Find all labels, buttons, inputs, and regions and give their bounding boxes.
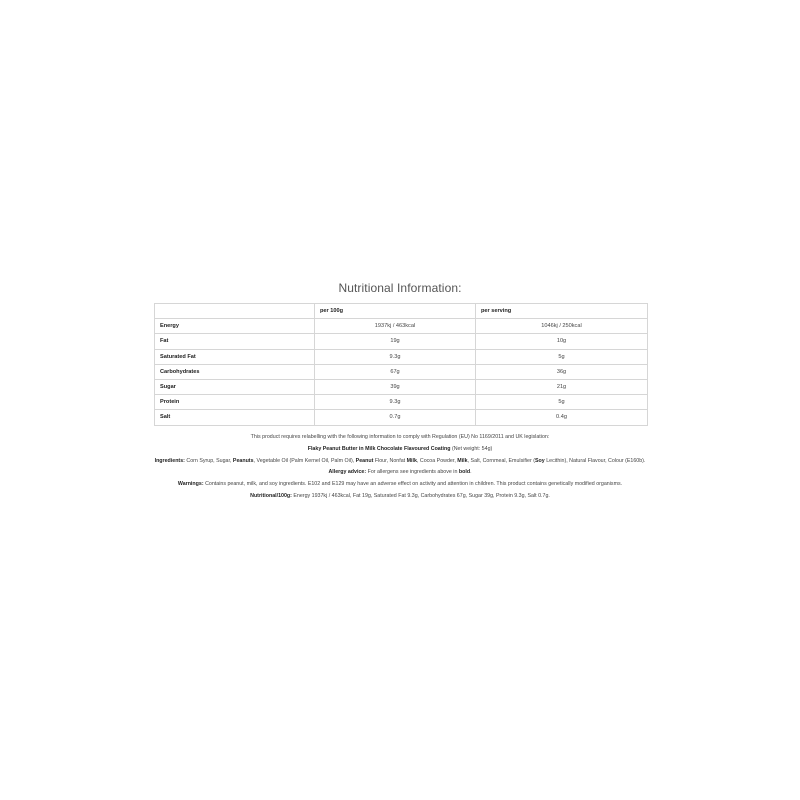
value-per-serving: 1046kj / 250kcal bbox=[476, 319, 648, 334]
table-row bbox=[155, 395, 648, 410]
product-name: Flaky Peanut Butter in Milk Chocolate Flavoured Coating bbox=[307, 445, 451, 452]
nutritional-summary-line bbox=[150, 493, 650, 500]
net-weight: (Net weight: 54g) bbox=[450, 445, 493, 452]
header-per-100g: per 100g bbox=[315, 304, 476, 319]
header-per-serving: per serving bbox=[476, 304, 648, 319]
warnings-label: Warnings: bbox=[177, 481, 204, 488]
nutrition-table bbox=[154, 303, 648, 426]
nutrient-label: Sugar bbox=[155, 379, 315, 394]
nutrition-table-body bbox=[155, 319, 648, 425]
ingredient-allergen: Soy bbox=[535, 457, 545, 464]
value-per-100g: 9.3g bbox=[315, 349, 476, 364]
warnings-line bbox=[150, 481, 650, 488]
nutrient-label: Saturated Fat bbox=[155, 349, 315, 364]
table-row bbox=[155, 349, 648, 364]
ingredient-allergen: Peanuts bbox=[232, 457, 254, 464]
ingredient-text-part: , Vegetable Oil (Palm Kernel Oil, Palm Oil), bbox=[253, 457, 356, 464]
page-title: Nutritional Information: bbox=[338, 281, 462, 295]
value-per-100g: 0.7g bbox=[315, 410, 476, 425]
value-per-100g: 1937kj / 463kcal bbox=[315, 319, 476, 334]
ingredient-text-part: Flour, Nonfat bbox=[373, 457, 407, 464]
value-per-serving: 5g bbox=[476, 349, 648, 364]
ingredient-text-part: Lecithin), Natural Flavour, Colour (E160b). bbox=[544, 457, 646, 464]
value-per-100g: 9.3g bbox=[315, 395, 476, 410]
allergy-bold: bold bbox=[458, 469, 471, 476]
ingredient-allergen: Peanut bbox=[355, 457, 374, 464]
value-per-100g: 19g bbox=[315, 334, 476, 349]
nutritional-summary-text: Energy 1937kj / 463kcal, Fat 19g, Saturated Fat 9.3g, Carbohydrates 67g, Sugar 39g, Protein 9.3g, Salt 0.7g. bbox=[291, 492, 550, 499]
allergy-end: . bbox=[470, 469, 472, 476]
ingredient-allergen: Milk bbox=[457, 457, 468, 464]
ingredients-line bbox=[150, 458, 650, 465]
table-row bbox=[155, 379, 648, 394]
table-row bbox=[155, 410, 648, 425]
allergy-text: For allergens see ingredients above in bbox=[366, 469, 459, 476]
value-per-serving: 5g bbox=[476, 395, 648, 410]
nutrient-label: Fat bbox=[155, 334, 315, 349]
allergy-label: Allergy advice: bbox=[328, 469, 367, 476]
value-per-serving: 10g bbox=[476, 334, 648, 349]
nutritional-summary-label: Nutritional/100g: bbox=[250, 492, 292, 499]
nutrient-label: Salt bbox=[155, 410, 315, 425]
ingredient-text-part: , Cocoa Powder, bbox=[416, 457, 458, 464]
header-label-column bbox=[155, 304, 315, 319]
nutrient-label: Carbohydrates bbox=[155, 364, 315, 379]
nutrient-label: Energy bbox=[155, 319, 315, 334]
relabel-notice: This product requires relabelling with the following information to comply with Regulation (EU) No 1169/2011 and UK legislation: bbox=[250, 434, 550, 440]
table-row bbox=[155, 364, 648, 379]
value-per-serving: 21g bbox=[476, 379, 648, 394]
value-per-100g: 67g bbox=[315, 364, 476, 379]
ingredient-text-part: Corn Syrup, Sugar, bbox=[184, 457, 233, 464]
value-per-serving: 0.4g bbox=[476, 410, 648, 425]
value-per-100g: 39g bbox=[315, 379, 476, 394]
nutrient-label: Protein bbox=[155, 395, 315, 410]
table-row bbox=[155, 334, 648, 349]
ingredients-label: Ingredients: bbox=[154, 457, 185, 464]
product-info bbox=[150, 434, 650, 505]
ingredient-text-part: , Salt, Cornmeal, Emulsifier ( bbox=[467, 457, 535, 464]
table-row bbox=[155, 319, 648, 334]
ingredients-text bbox=[185, 458, 646, 464]
allergy-line bbox=[150, 469, 650, 476]
table-header-row bbox=[155, 304, 648, 319]
warnings-text: Contains peanut, milk, and soy ingredients. E102 and E129 may have an adverse effect on activity and attention in children. This product contains genetically modified organisms. bbox=[203, 481, 623, 488]
value-per-serving: 36g bbox=[476, 364, 648, 379]
ingredient-allergen: Milk bbox=[406, 457, 417, 464]
product-name-line bbox=[150, 446, 650, 453]
